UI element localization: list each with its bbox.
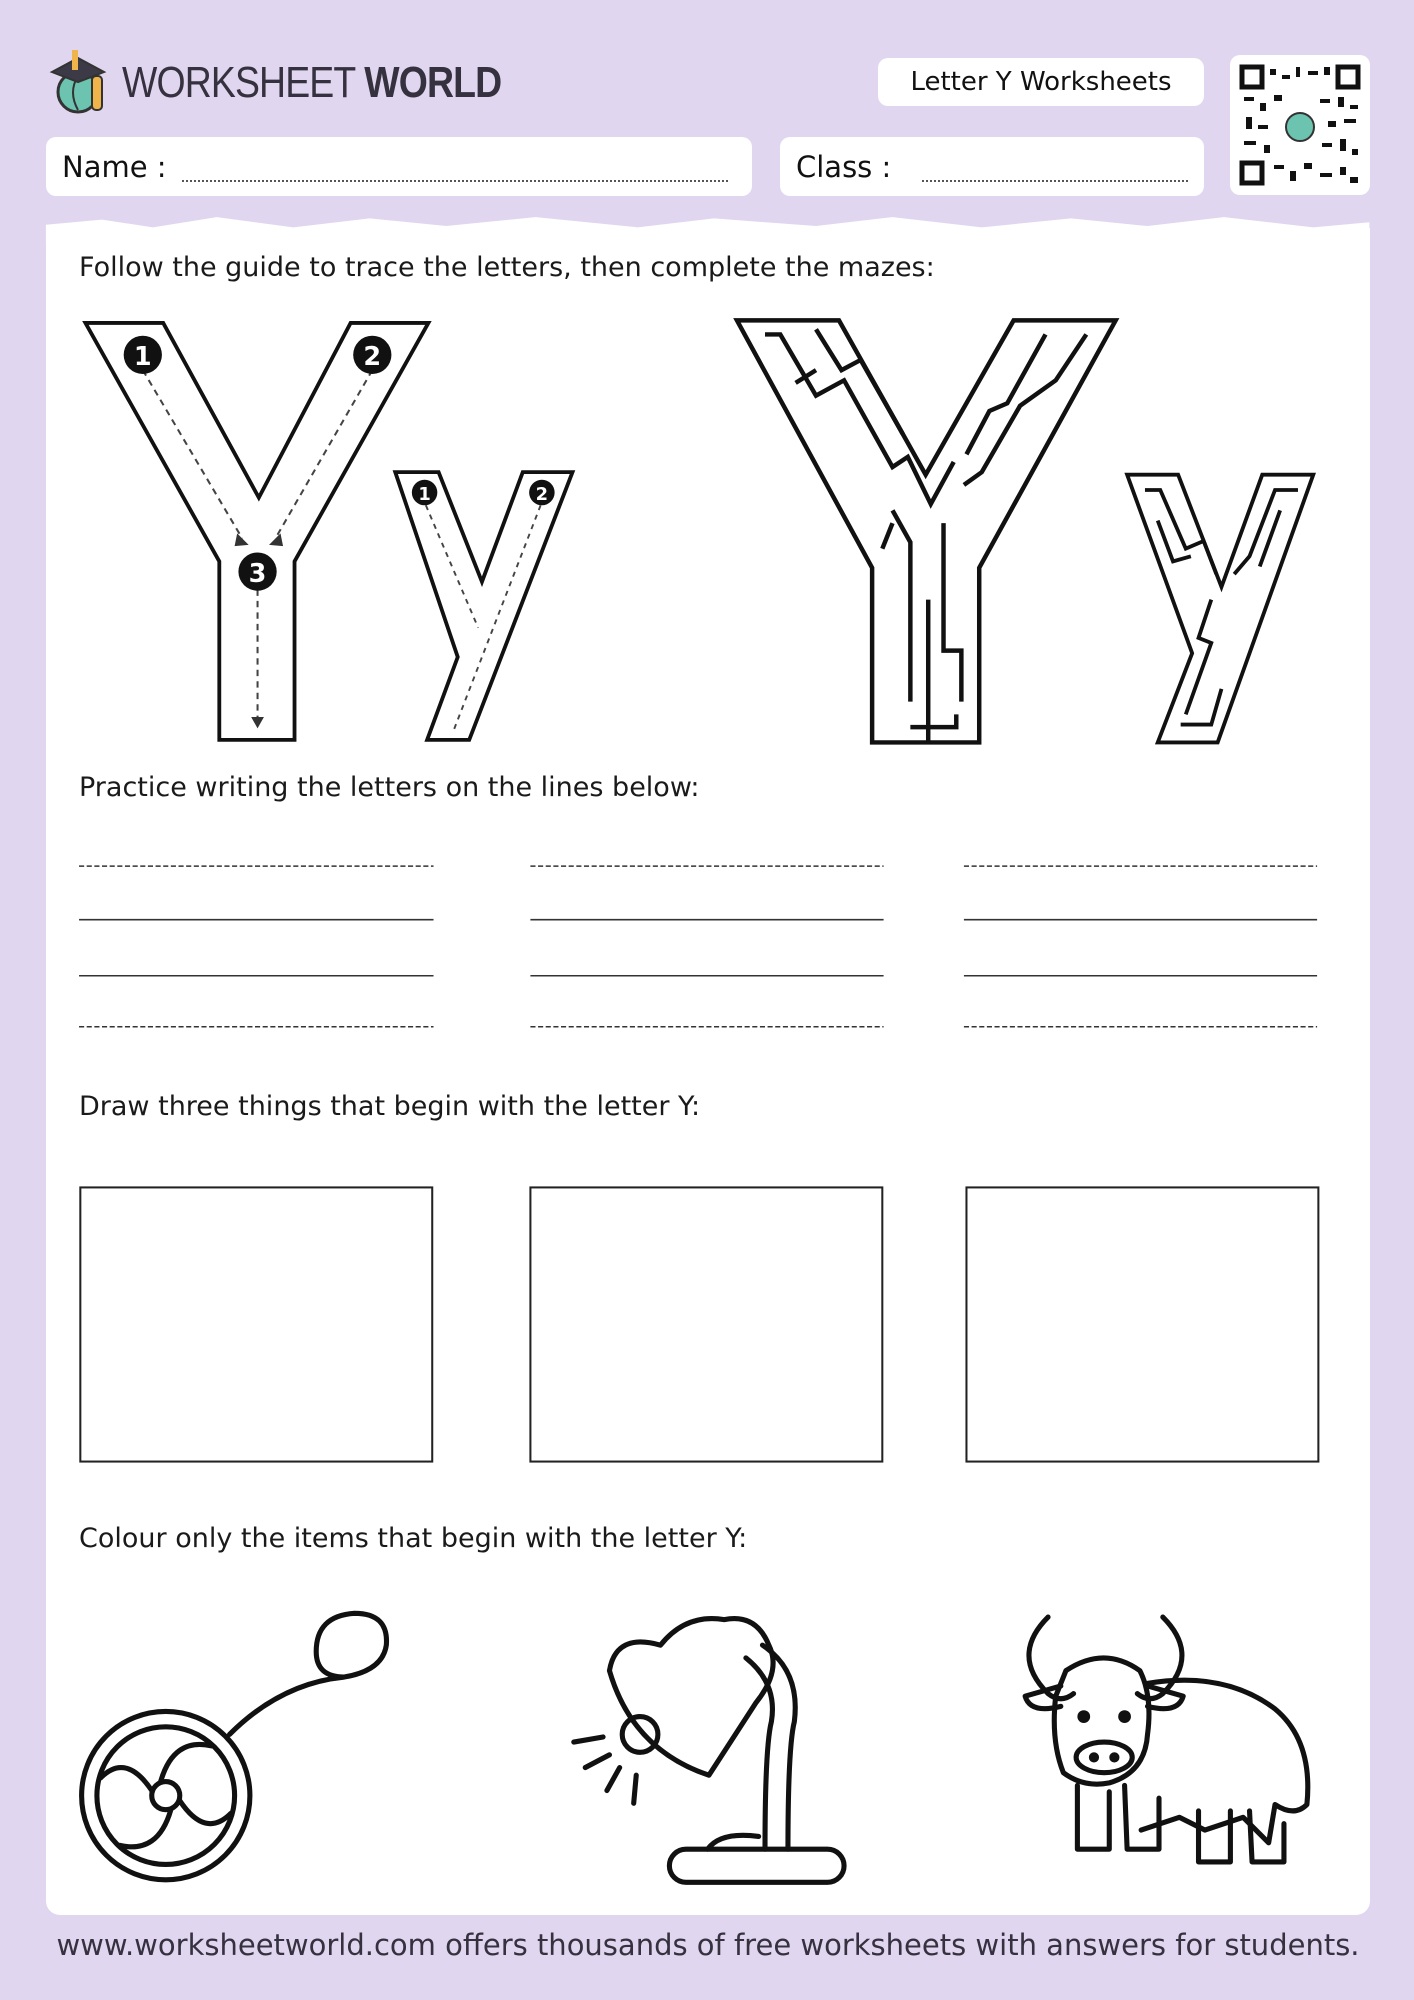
colour-instruction: Colour only the items that begin with the letter Y: — [79, 1523, 748, 1554]
lamp-icon — [574, 1619, 844, 1883]
drawing-box-3 — [966, 1187, 1318, 1461]
svg-text:1: 1 — [133, 342, 152, 373]
class-label: Class : — [796, 149, 892, 184]
maze-uppercase-y — [737, 320, 1116, 742]
step-number-2 — [353, 336, 391, 374]
drawing-boxes — [80, 1187, 1318, 1461]
trace-instruction: Follow the guide to trace the letters, then complete the mazes: — [79, 252, 935, 283]
practice-instruction: Practice writing the letters on the lines below: — [79, 772, 700, 803]
yarn-icon — [82, 1613, 387, 1879]
step-number-1 — [124, 336, 162, 374]
footer-link[interactable]: www.worksheetworld.com — [56, 1928, 436, 1962]
svg-text:3: 3 — [248, 558, 267, 589]
name-label: Name : — [62, 149, 167, 184]
maze-lowercase-y — [1127, 475, 1313, 743]
torn-edge — [46, 217, 1369, 243]
svg-text:2: 2 — [363, 342, 382, 373]
brand-logo-text: WORKSHEET WORLD — [122, 58, 502, 107]
trace-uppercase-y — [85, 323, 431, 740]
svg-text:2: 2 — [535, 484, 549, 506]
writing-lines — [79, 866, 1317, 1027]
trace-lowercase-y — [395, 472, 572, 740]
footer-text: www.worksheetworld.com offers thousands of free worksheets with answers for students. — [56, 1928, 1360, 1962]
draw-instruction: Draw three things that begin with the letter Y: — [79, 1091, 701, 1122]
drawing-box-1 — [80, 1187, 432, 1461]
svg-text:1: 1 — [418, 484, 431, 506]
yak-icon — [1025, 1617, 1308, 1862]
drawing-box-2 — [530, 1187, 882, 1461]
worksheet-title: Letter Y Worksheets — [878, 58, 1204, 106]
step-number-3 — [238, 552, 276, 590]
